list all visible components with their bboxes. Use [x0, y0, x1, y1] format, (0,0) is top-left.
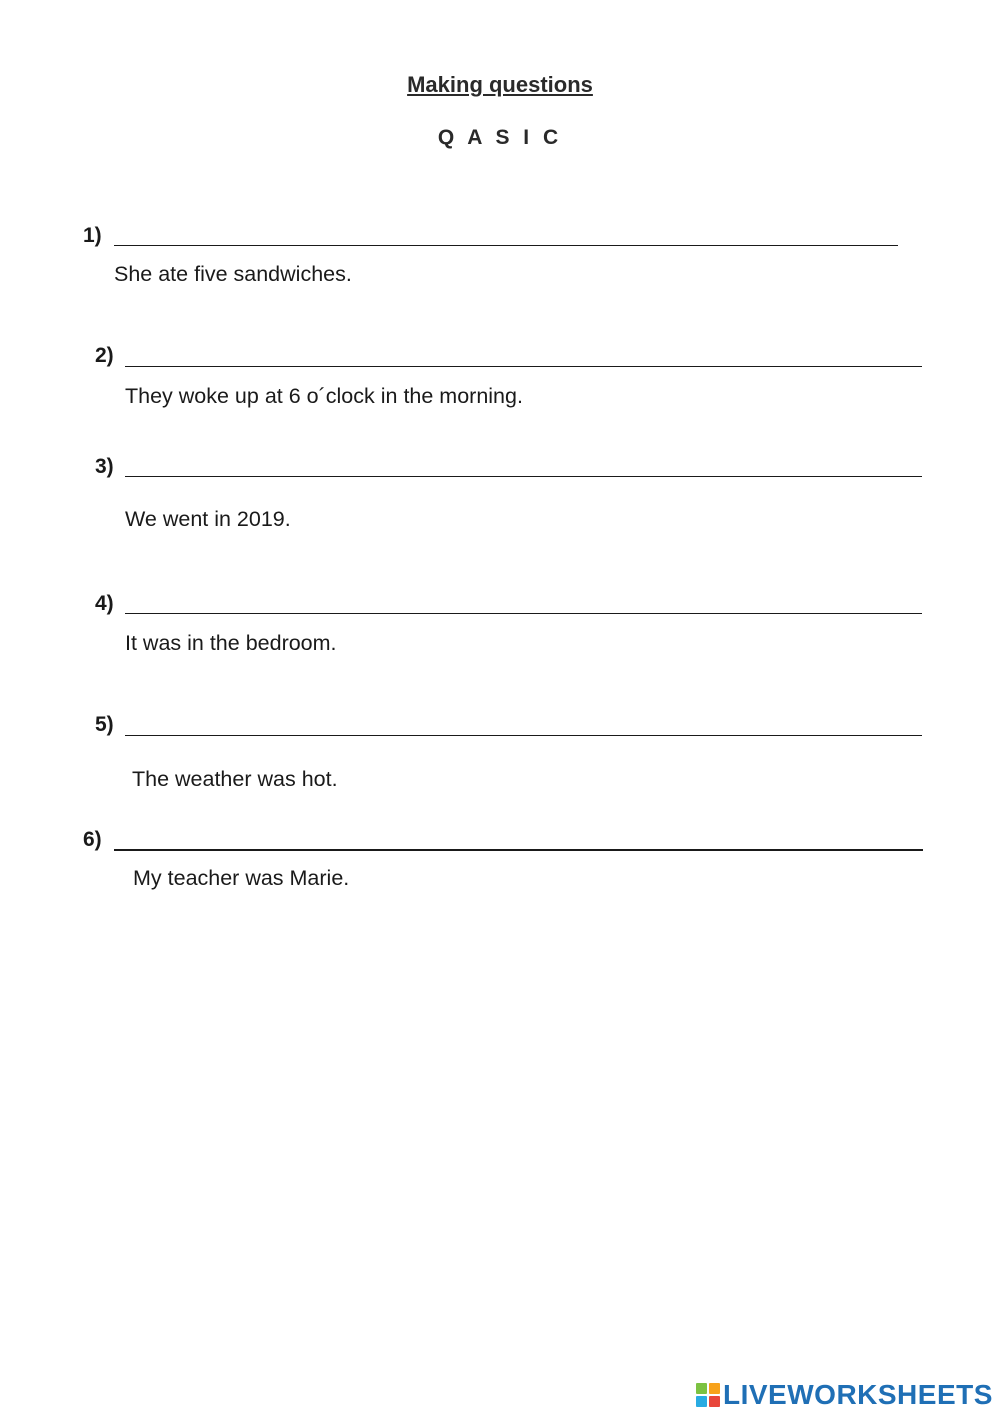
answer-sentence: It was in the bedroom. [125, 631, 337, 655]
answer-sentence: She ate five sandwiches. [114, 262, 352, 286]
liveworksheets-logo-icon [696, 1383, 720, 1407]
question-number: 6) [83, 828, 102, 851]
question-number: 1) [83, 224, 102, 247]
page-title: Making questions [407, 72, 593, 97]
question-input-line[interactable] [125, 366, 922, 367]
question-number: 5) [95, 713, 114, 736]
answer-sentence: They woke up at 6 o´clock in the morning. [125, 384, 523, 408]
brand-wordmark: LIVEWORKSHEETS [723, 1379, 993, 1410]
page-subtitle: Q A S I C [437, 126, 563, 149]
question-input-line[interactable] [125, 476, 922, 477]
question-input-line[interactable] [114, 849, 923, 851]
question-number: 3) [95, 455, 114, 478]
answer-sentence: The weather was hot. [132, 767, 338, 791]
answer-sentence: We went in 2019. [125, 507, 291, 531]
question-number: 2) [95, 344, 114, 367]
question-input-line[interactable] [125, 613, 922, 614]
footer-brand [696, 1378, 993, 1412]
question-input-line[interactable] [114, 245, 898, 246]
question-input-line[interactable] [125, 735, 922, 736]
answer-sentence: My teacher was Marie. [133, 866, 350, 890]
question-number: 4) [95, 592, 114, 615]
